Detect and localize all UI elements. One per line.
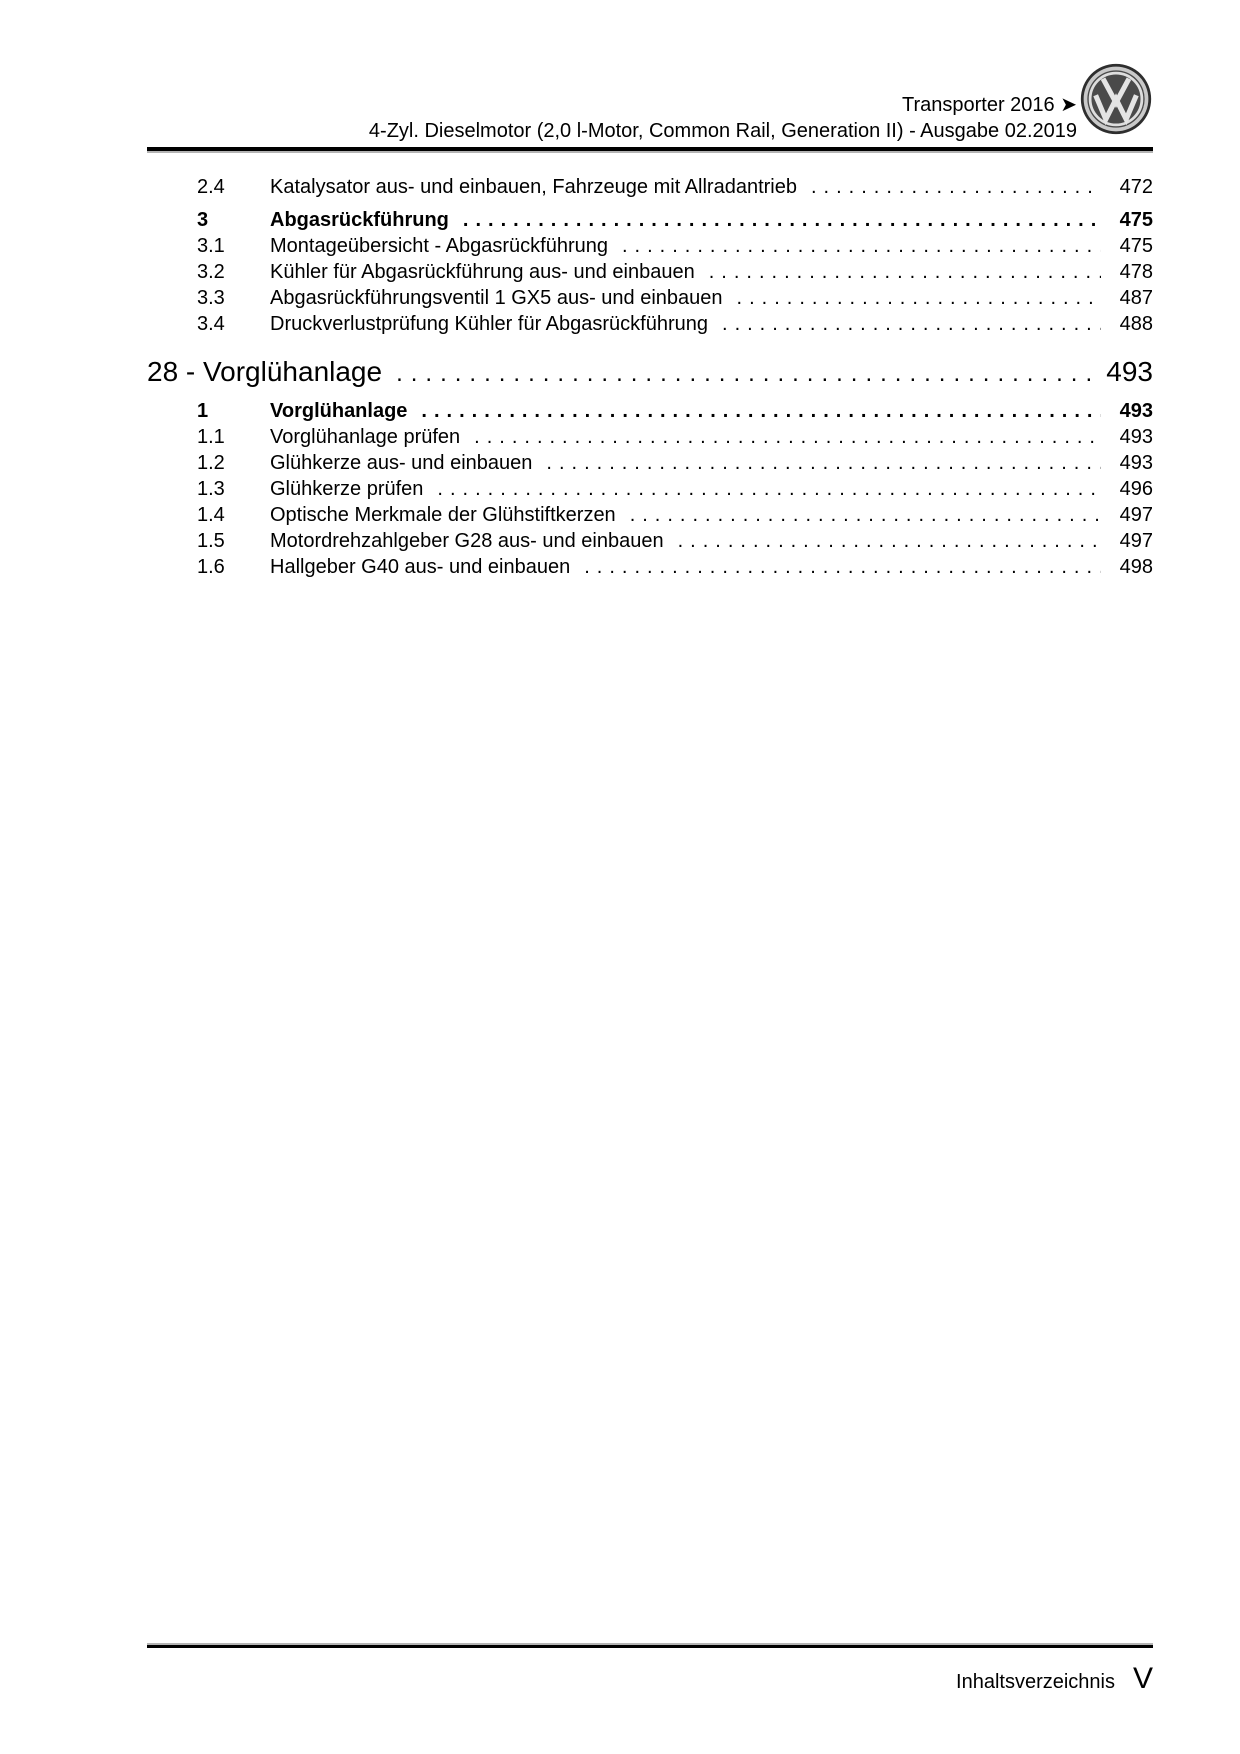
- toc-section-number: 3: [197, 209, 209, 231]
- toc-row: [147, 424, 1153, 450]
- toc-section-number: 1: [197, 400, 209, 422]
- toc-page-number: 496: [1119, 478, 1153, 500]
- toc-page-number: 488: [1119, 313, 1153, 335]
- toc-entry-title: Katalysator aus- und einbauen, Fahrzeuge mit Allradantrieb: [270, 176, 797, 198]
- toc-entry-title: Vorglühanlage: [270, 400, 408, 422]
- header-text: [147, 92, 1077, 144]
- toc-page-number: 493: [1119, 452, 1153, 474]
- header-title: Transporter 2016 ➤: [902, 94, 1077, 116]
- toc-entry-title: Glühkerze prüfen: [270, 478, 424, 500]
- toc-row: [147, 450, 1153, 476]
- footer-page-number: V: [1132, 1662, 1153, 1695]
- toc-section-number: 3.2: [197, 261, 225, 283]
- dot-leader: [463, 207, 1101, 233]
- toc-section-number: 3.4: [197, 313, 225, 335]
- toc-page-number: 478: [1119, 261, 1153, 283]
- toc-section-number: 1.1: [197, 426, 225, 448]
- table-of-contents: [147, 174, 1153, 580]
- toc-row: [147, 285, 1153, 311]
- toc-page-number: 493: [1119, 426, 1153, 448]
- toc-row: [147, 259, 1153, 285]
- footer-section-label: Inhaltsverzeichnis: [956, 1671, 1115, 1693]
- toc-section-number: 1.3: [197, 478, 225, 500]
- toc-row: [147, 355, 1153, 391]
- dot-leader: [722, 311, 1101, 337]
- dot-leader: [421, 398, 1101, 424]
- dot-leader: [396, 357, 1100, 391]
- toc-page-number: 493: [1119, 400, 1153, 422]
- dot-leader: [678, 528, 1101, 554]
- header-subtitle: 4-Zyl. Dieselmotor (2,0 l-Motor, Common Rail, Generation II) - Ausgabe 02.2019: [368, 120, 1077, 142]
- toc-page-number: 475: [1119, 235, 1153, 257]
- toc-page-number: 493: [1106, 356, 1153, 387]
- toc-section-number: 1.5: [197, 530, 225, 552]
- toc-entry-title: Optische Merkmale der Glühstiftkerzen: [270, 504, 616, 526]
- dot-leader: [737, 285, 1101, 311]
- toc-row: [147, 528, 1153, 554]
- toc-page-number: 497: [1119, 504, 1153, 526]
- toc-entry-title: Druckverlustprüfung Kühler für Abgasrückführung: [270, 313, 709, 335]
- toc-row: [147, 233, 1153, 259]
- vw-logo-icon: [1079, 62, 1153, 136]
- dot-leader: [546, 450, 1101, 476]
- dot-leader: [811, 174, 1101, 200]
- toc-section-number: 3.1: [197, 235, 225, 257]
- toc-entry-title: Glühkerze aus- und einbauen: [270, 452, 533, 474]
- toc-section-number: 1.2: [197, 452, 225, 474]
- toc-row: [147, 476, 1153, 502]
- toc-entry-title: Abgasrückführung: [270, 209, 449, 231]
- toc-page-number: 487: [1119, 287, 1153, 309]
- dot-leader: [709, 259, 1101, 285]
- toc-row: [147, 502, 1153, 528]
- page-header: [147, 92, 1153, 151]
- toc-section-number: 2.4: [197, 176, 225, 198]
- toc-entry-title: Montageübersicht - Abgasrückführung: [270, 235, 608, 257]
- toc-section-number: 3.3: [197, 287, 225, 309]
- toc-entry-title: 28 - Vorglühanlage: [147, 356, 383, 387]
- vw-logo-graphic: [1079, 62, 1153, 136]
- toc-page-number: 475: [1119, 209, 1153, 231]
- toc-section-number: 1.4: [197, 504, 225, 526]
- dot-leader: [474, 424, 1101, 450]
- toc-page-number: 472: [1119, 176, 1153, 198]
- toc-row: [147, 311, 1153, 337]
- toc-section-number: 1.6: [197, 556, 225, 578]
- dot-leader: [622, 233, 1101, 259]
- toc-page-number: 497: [1119, 530, 1153, 552]
- toc-entry-title: Kühler für Abgasrückführung aus- und einbauen: [270, 261, 695, 283]
- page-footer: [147, 1645, 1153, 1696]
- toc-entry-title: Abgasrückführungsventil 1 GX5 aus- und einbauen: [270, 287, 723, 309]
- toc-row: [147, 398, 1153, 424]
- toc-entry-title: Hallgeber G40 aus- und einbauen: [270, 556, 571, 578]
- toc-row: [147, 207, 1153, 233]
- dot-leader: [584, 554, 1101, 580]
- toc-entry-title: Vorglühanlage prüfen: [270, 426, 461, 448]
- dot-leader: [437, 476, 1101, 502]
- toc-entry-title: Motordrehzahlgeber G28 aus- und einbauen: [270, 530, 664, 552]
- toc-row: [147, 174, 1153, 200]
- toc-row: [147, 554, 1153, 580]
- toc-page-number: 498: [1119, 556, 1153, 578]
- dot-leader: [630, 502, 1101, 528]
